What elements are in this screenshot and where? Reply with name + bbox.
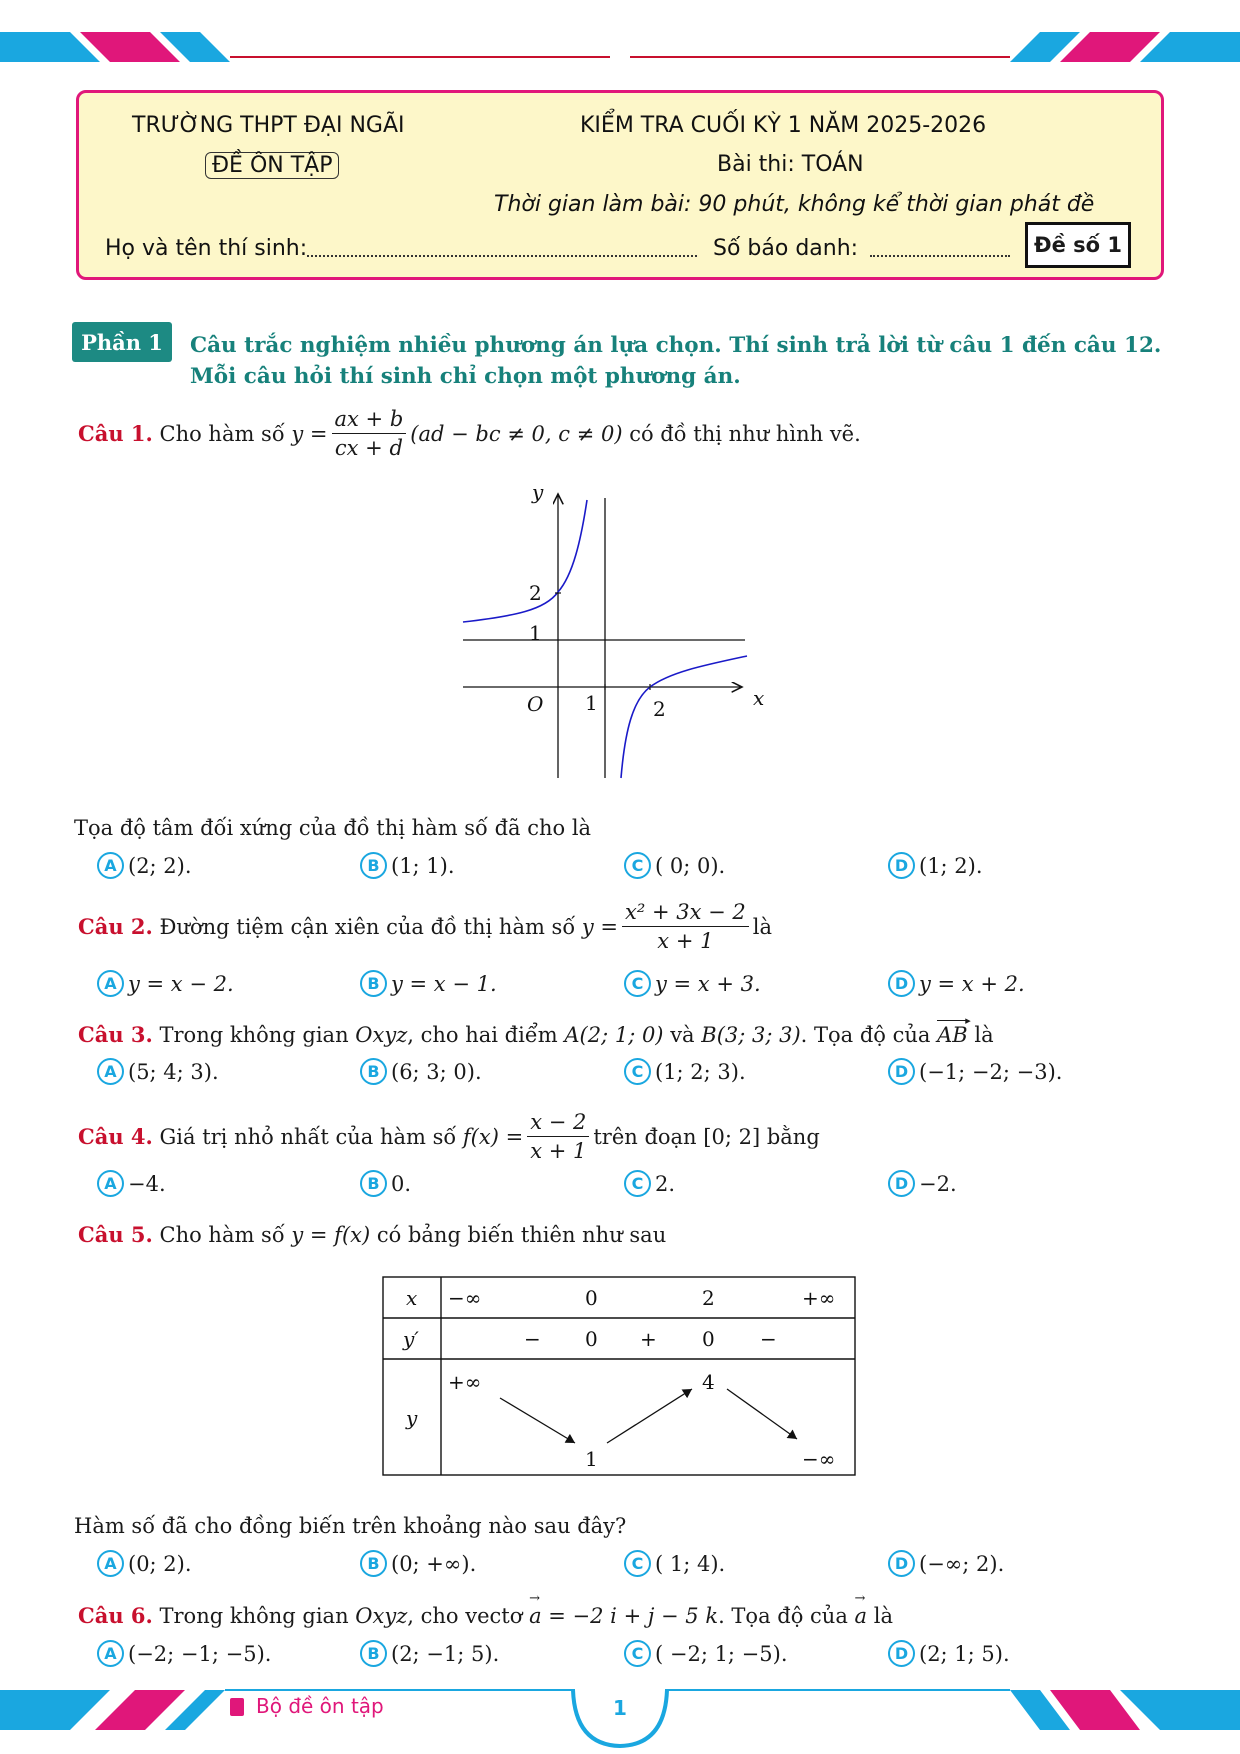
denominator: cx + d <box>334 436 403 460</box>
q6-option-b[interactable]: B (2; −1; 5). <box>360 1640 499 1667</box>
q5-option-b[interactable]: B (0; +∞). <box>360 1550 476 1577</box>
vector-a <box>854 1591 868 1628</box>
q4-option-b[interactable]: B 0. <box>360 1170 411 1197</box>
option-letter-d: D <box>888 1058 915 1085</box>
top-decoration <box>0 0 1240 70</box>
question-text-2: , cho hai điểm <box>407 1023 558 1047</box>
vector-ab <box>937 1014 971 1047</box>
question-label: Câu 1. <box>78 421 153 446</box>
option-letter-b: B <box>360 1550 387 1577</box>
y-value: −∞ <box>802 1447 836 1471</box>
question-text-end: là <box>752 914 772 939</box>
question-2 <box>78 900 772 953</box>
row-label-y-prime: y′ <box>403 1327 419 1351</box>
q5-option-d[interactable]: D (−∞; 2). <box>888 1550 1004 1577</box>
arrow-icon: → <box>854 1591 866 1606</box>
question-text-2: trên đoạn <box>593 1124 697 1149</box>
function: y = f(x) <box>291 1223 371 1247</box>
question-label: Câu 6. <box>78 1603 153 1628</box>
option-letter-a: A <box>97 1058 124 1085</box>
q1-option-d[interactable]: D (1; 2). <box>888 852 983 879</box>
book-icon <box>230 1698 244 1716</box>
review-tag: ĐỀ ÔN TẬP <box>205 152 339 179</box>
sign: 0 <box>585 1327 598 1351</box>
option-letter-c: C <box>624 1170 651 1197</box>
question-5-ask: Hàm số đã cho đồng biến trên khoảng nào sau đây? <box>74 1514 627 1538</box>
space-name: Oxyz <box>355 1023 408 1047</box>
option-letter-c: C <box>624 1640 651 1667</box>
question-label: Câu 3. <box>78 1022 153 1047</box>
tick-y-1: 1 <box>529 621 542 645</box>
q3-option-b[interactable]: B (6; 3; 0). <box>360 1058 482 1085</box>
denominator: x + 1 <box>530 1139 587 1163</box>
y-value: +∞ <box>448 1370 482 1394</box>
option-letter-a: A <box>97 1640 124 1667</box>
option-letter-c: C <box>624 852 651 879</box>
q1-option-b[interactable]: B (1; 1). <box>360 852 455 879</box>
function-lhs: f(x) = <box>462 1124 524 1149</box>
y-value: 1 <box>585 1447 598 1471</box>
curve-left-branch <box>463 500 587 622</box>
option-letter-a: A <box>97 852 124 879</box>
x-value: 2 <box>702 1286 715 1310</box>
question-label: Câu 2. <box>78 914 153 939</box>
numerator: x² + 3x − 2 <box>622 900 749 927</box>
candidate-id-label: Số báo danh: <box>713 236 859 261</box>
vector-arrow-icon <box>937 1020 968 1021</box>
increase-arrow <box>607 1389 692 1443</box>
option-letter-d: D <box>888 1640 915 1667</box>
tick-x-2: 2 <box>653 697 666 721</box>
footer-book-title: Bộ đề ôn tập <box>256 1694 384 1718</box>
option-letter-b: B <box>360 1170 387 1197</box>
numerator: ax + b <box>332 407 407 434</box>
option-letter-d: D <box>888 852 915 879</box>
question-text-2: , cho vectơ <box>407 1604 523 1628</box>
x-axis-label: x <box>753 686 765 710</box>
q3-option-d[interactable]: D (−1; −2; −3). <box>888 1058 1062 1085</box>
exam-time-note: Thời gian làm bài: 90 phút, không kể thời gian phát đề <box>494 192 1095 217</box>
question-5 <box>78 1222 666 1247</box>
option-letter-b: B <box>360 1058 387 1085</box>
school-name: TRƯỜNG THPT ĐẠI NGÃI <box>132 113 405 138</box>
exam-code-box: Đề số 1 <box>1025 222 1131 268</box>
candidate-name-line[interactable] <box>307 255 697 257</box>
decrease-arrow <box>500 1398 575 1443</box>
part-title: Câu trắc nghiệm nhiều phương án lựa chọn. Thí sinh trả lời từ câu 1 đến câu 12. Mỗi câu hỏi thí sinh chỉ chọn một phương án. <box>190 333 1162 389</box>
candidate-id-line[interactable] <box>870 255 1010 257</box>
question-text-end: có đồ thị như hình vẽ. <box>629 421 861 446</box>
option-letter-d: D <box>888 1550 915 1577</box>
option-letter-a: A <box>97 970 124 997</box>
question-text-3: . Tọa độ của <box>800 1023 931 1047</box>
vector-name: a <box>529 1604 542 1628</box>
point-a: A(2; 1; 0) <box>564 1023 664 1047</box>
fraction <box>332 407 407 460</box>
question-text-3: . Tọa độ của <box>718 1604 848 1628</box>
option-letter-b: B <box>360 1640 387 1667</box>
question-1-ask: Tọa độ tâm đối xứng của đồ thị hàm số đã cho là <box>74 816 592 840</box>
vector-name: AB <box>937 1023 968 1047</box>
question-text: Trong không gian <box>159 1023 349 1047</box>
candidate-name-label: Họ và tên thí sinh: <box>105 236 308 261</box>
option-letter-d: D <box>888 1170 915 1197</box>
sign: 0 <box>702 1327 715 1351</box>
option-letter-b: B <box>360 852 387 879</box>
tick-y-2: 2 <box>529 581 542 605</box>
function-lhs: y = <box>581 914 619 939</box>
question-1 <box>78 407 861 460</box>
conjunction: và <box>670 1023 695 1047</box>
hyperbola-graph <box>455 480 795 790</box>
origin-label: O <box>527 692 544 716</box>
question-text: Cho hàm số <box>159 421 285 446</box>
question-4 <box>78 1110 820 1163</box>
option-letter-c: C <box>624 1550 651 1577</box>
question-text-end: là <box>974 1023 994 1047</box>
option-letter-b: B <box>360 970 387 997</box>
interval: [0; 2] <box>703 1124 761 1149</box>
y-axis-label: y <box>532 480 544 504</box>
row-label-x: x <box>406 1286 418 1310</box>
vector-name: a <box>854 1604 868 1628</box>
question-text-end: bằng <box>766 1124 820 1149</box>
q3-option-a[interactable]: A (5; 4; 3). <box>97 1058 219 1085</box>
tick-x-1: 1 <box>585 691 598 715</box>
question-label: Câu 5. <box>78 1222 153 1247</box>
question-text-end: có bảng biến thiên như sau <box>376 1223 667 1247</box>
x-value: 0 <box>585 1286 598 1310</box>
q4-option-a[interactable]: A −4. <box>97 1170 166 1197</box>
part-badge: Phần 1 <box>72 322 172 362</box>
variation-table <box>382 1276 858 1480</box>
option-letter-a: A <box>97 1170 124 1197</box>
condition: (ad − bc ≠ 0, c ≠ 0) <box>410 421 623 446</box>
point-b: B(3; 3; 3) <box>701 1023 801 1047</box>
option-letter-c: C <box>624 970 651 997</box>
q1-option-c[interactable]: C ( 0; 0). <box>624 852 725 879</box>
x-value: +∞ <box>802 1286 836 1310</box>
question-6 <box>78 1591 893 1628</box>
page-number: 1 <box>613 1696 627 1720</box>
sign: − <box>524 1327 541 1351</box>
question-3 <box>78 1014 994 1047</box>
sign: + <box>640 1327 657 1351</box>
option-letter-c: C <box>624 1058 651 1085</box>
x-value: −∞ <box>448 1286 482 1310</box>
q4-option-c[interactable]: C 2. <box>624 1170 675 1197</box>
q4-option-d[interactable]: D −2. <box>888 1170 957 1197</box>
question-text-end: là <box>873 1604 893 1628</box>
numerator: x − 2 <box>527 1110 589 1137</box>
question-text: Giá trị nhỏ nhất của hàm số <box>159 1124 457 1149</box>
decrease-arrow <box>727 1389 797 1439</box>
sign: − <box>760 1327 777 1351</box>
q5-option-a[interactable]: A (0; 2). <box>97 1550 192 1577</box>
fraction <box>527 1110 589 1163</box>
q2-option-a[interactable]: A y = x − 2. <box>97 970 234 997</box>
y-value: 4 <box>702 1370 715 1394</box>
fraction <box>622 900 749 953</box>
exam-subject: Bài thi: TOÁN <box>717 152 864 177</box>
question-text: Cho hàm số <box>159 1223 285 1247</box>
vector-expression: = −2 i + j − 5 k <box>548 1604 719 1628</box>
option-letter-a: A <box>97 1550 124 1577</box>
question-text: Đường tiệm cận xiên của đồ thị hàm số <box>159 914 576 939</box>
curve-right-branch <box>621 656 747 778</box>
question-label: Câu 4. <box>78 1124 153 1149</box>
option-letter-d: D <box>888 970 915 997</box>
q6-option-c[interactable]: C ( −2; 1; −5). <box>624 1640 788 1667</box>
q2-option-c[interactable]: C y = x + 3. <box>624 970 761 997</box>
exam-title: KIỂM TRA CUỐI KỲ 1 NĂM 2025-2026 <box>580 113 987 138</box>
q1-option-a[interactable]: A (2; 2). <box>97 852 192 879</box>
arrow-icon: → <box>529 1591 540 1606</box>
q5-option-c[interactable]: C ( 1; 4). <box>624 1550 725 1577</box>
q2-option-b[interactable]: B y = x − 1. <box>360 970 497 997</box>
space-name: Oxyz <box>355 1604 408 1628</box>
q3-option-c[interactable]: C (1; 2; 3). <box>624 1058 746 1085</box>
row-label-y: y <box>406 1406 418 1430</box>
vector-a <box>529 1591 542 1628</box>
q6-option-a[interactable]: A (−2; −1; −5). <box>97 1640 271 1667</box>
q2-option-d[interactable]: D y = x + 2. <box>888 970 1025 997</box>
question-text: Trong không gian <box>159 1604 349 1628</box>
q6-option-d[interactable]: D (2; 1; 5). <box>888 1640 1010 1667</box>
arrow-head-icon: ▸ <box>965 1014 971 1027</box>
denominator: x + 1 <box>657 929 714 953</box>
function-lhs: y = <box>291 421 328 446</box>
